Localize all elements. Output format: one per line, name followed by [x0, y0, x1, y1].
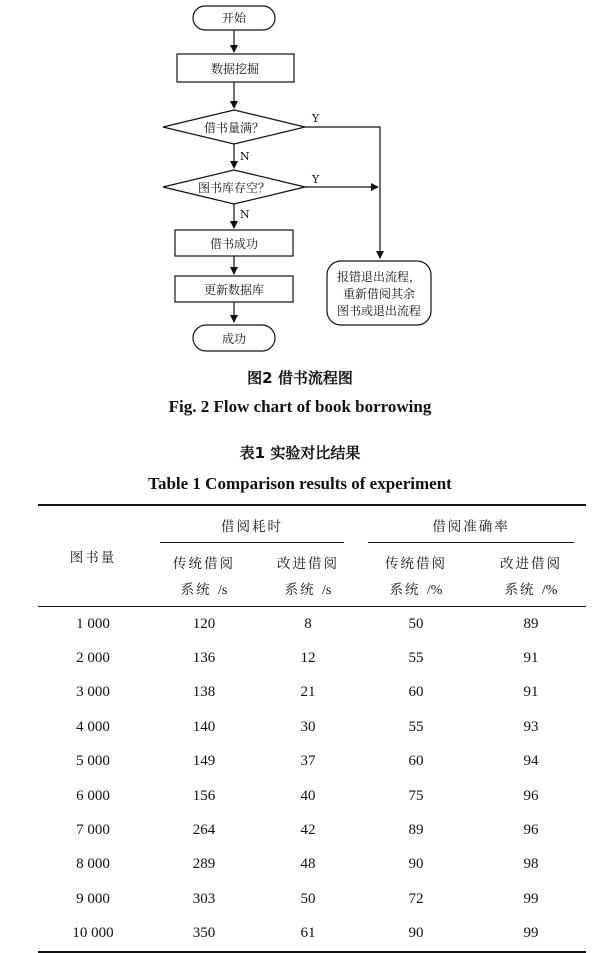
cell-impr-time: 8 — [304, 615, 312, 632]
full-question: 借书量满？ — [203, 121, 265, 135]
cell-impr-time: 12 — [300, 650, 316, 667]
table-row — [38, 813, 586, 847]
cell-trad-time: 149 — [192, 753, 216, 770]
table-row — [38, 779, 586, 813]
cell-trad-acc: 60 — [408, 753, 424, 770]
cell-book-count: 2 000 — [76, 650, 110, 667]
cell-book-count: 8 000 — [76, 856, 110, 873]
yes-label-1: Y — [312, 112, 320, 125]
header-group-accuracy — [356, 505, 586, 544]
table-row — [38, 607, 586, 642]
table-row — [38, 848, 586, 882]
error-line-3: 图书或退出流程 — [336, 304, 422, 318]
table-row — [38, 882, 586, 916]
header-trad-acc-unit: /% — [426, 582, 443, 598]
header-trad-acc — [356, 544, 476, 607]
header-impr-time-l1: 改进借阅 — [277, 555, 339, 572]
header-impr-acc-l2: 系统 — [504, 581, 536, 598]
figure-caption-en: Fig. 2 Flow chart of book borrowing — [168, 397, 432, 416]
cell-trad-acc: 50 — [408, 615, 424, 632]
cell-trad-acc: 89 — [408, 822, 424, 839]
header-trad-time-l1: 传统借阅 — [173, 555, 235, 572]
header-book-count: 图书量 — [38, 505, 148, 607]
cell-impr-time: 21 — [300, 684, 316, 701]
header-impr-time-unit: /s — [321, 582, 332, 598]
cell-impr-acc: 96 — [523, 787, 539, 804]
cell-book-count: 6 000 — [76, 787, 110, 804]
cell-book-count: 10 000 — [38, 917, 148, 952]
table-row — [38, 710, 586, 744]
cell-trad-acc: 75 — [408, 787, 424, 804]
header-impr-acc — [476, 544, 586, 607]
header-impr-time-l2: 系统 — [284, 581, 316, 598]
mining-label: 数据挖掘 — [210, 62, 260, 76]
header-trad-time — [148, 544, 260, 607]
cell-book-count: 4 000 — [76, 718, 110, 735]
cell-impr-acc: 99 — [476, 917, 586, 952]
cell-book-count: 3 000 — [76, 684, 110, 701]
results-table — [38, 504, 586, 953]
borrow-success-label: 借书成功 — [209, 237, 259, 251]
cell-impr-time: 40 — [300, 787, 316, 804]
cell-impr-acc: 91 — [523, 650, 539, 667]
cell-trad-time: 136 — [192, 650, 216, 667]
cell-trad-time: 140 — [192, 718, 216, 735]
cell-trad-time: 289 — [192, 856, 216, 873]
cell-trad-time: 303 — [192, 890, 216, 907]
table-title-en: Table 1 Comparison results of experiment — [148, 474, 452, 493]
cell-book-count: 9 000 — [76, 890, 110, 907]
cell-trad-acc: 72 — [408, 890, 424, 907]
no-label-1: N — [240, 150, 250, 163]
header-group-time — [148, 505, 356, 544]
cell-impr-acc: 99 — [523, 890, 539, 907]
cell-impr-time: 37 — [300, 753, 316, 770]
cell-impr-time: 48 — [300, 856, 316, 873]
table-row — [38, 745, 586, 779]
cell-impr-acc: 89 — [523, 615, 539, 632]
cell-trad-acc: 55 — [408, 650, 424, 667]
table-row — [38, 676, 586, 710]
cell-book-count: 1 000 — [76, 615, 110, 632]
start-label: 开始 — [221, 11, 247, 25]
error-line-1: 报错退出流程， — [336, 270, 422, 284]
header-trad-time-l2: 系统 — [180, 581, 212, 598]
cell-book-count: 7 000 — [76, 822, 110, 839]
no-label-2: N — [240, 208, 250, 221]
flowchart — [0, 0, 600, 360]
cell-impr-acc: 94 — [523, 753, 539, 770]
header-impr-time — [260, 544, 356, 607]
header-group-accuracy-label: 借阅准确率 — [368, 507, 574, 543]
cell-trad-acc: 90 — [356, 917, 476, 952]
header-trad-acc-l2: 系统 — [389, 581, 421, 598]
figure-caption-cn: 图2 借书流程图 — [247, 369, 353, 387]
error-line-2: 重新借阅其余 — [342, 287, 416, 301]
cell-trad-time: 120 — [192, 615, 216, 632]
cell-trad-time: 156 — [192, 787, 216, 804]
end-label: 成功 — [221, 332, 247, 346]
table-body — [38, 607, 586, 952]
cell-trad-time: 264 — [192, 822, 216, 839]
table-title-cn: 表1 实验对比结果 — [239, 444, 361, 462]
cell-impr-acc: 98 — [523, 856, 539, 873]
cell-impr-time: 61 — [260, 917, 356, 952]
cell-trad-time: 350 — [148, 917, 260, 952]
flowchart-svg — [0, 0, 600, 360]
empty-question: 图书库存空？ — [197, 181, 271, 195]
update-db-label: 更新数据库 — [203, 283, 265, 297]
table-row — [38, 641, 586, 675]
cell-trad-acc: 55 — [408, 718, 424, 735]
cell-impr-acc: 91 — [523, 684, 539, 701]
cell-impr-time: 30 — [300, 718, 316, 735]
cell-impr-acc: 96 — [523, 822, 539, 839]
table-row — [38, 917, 586, 952]
cell-trad-time: 138 — [192, 684, 216, 701]
header-impr-acc-unit: /% — [541, 582, 558, 598]
header-impr-acc-l1: 改进借阅 — [500, 555, 562, 572]
cell-impr-time: 42 — [300, 822, 316, 839]
header-trad-acc-l1: 传统借阅 — [385, 555, 447, 572]
cell-impr-acc: 93 — [523, 718, 539, 735]
header-trad-time-unit: /s — [217, 582, 228, 598]
cell-book-count: 5 000 — [76, 753, 110, 770]
cell-impr-time: 50 — [300, 890, 316, 907]
cell-trad-acc: 60 — [408, 684, 424, 701]
cell-trad-acc: 90 — [408, 856, 424, 873]
header-group-time-label: 借阅耗时 — [160, 507, 344, 543]
yes-label-2: Y — [312, 173, 320, 186]
